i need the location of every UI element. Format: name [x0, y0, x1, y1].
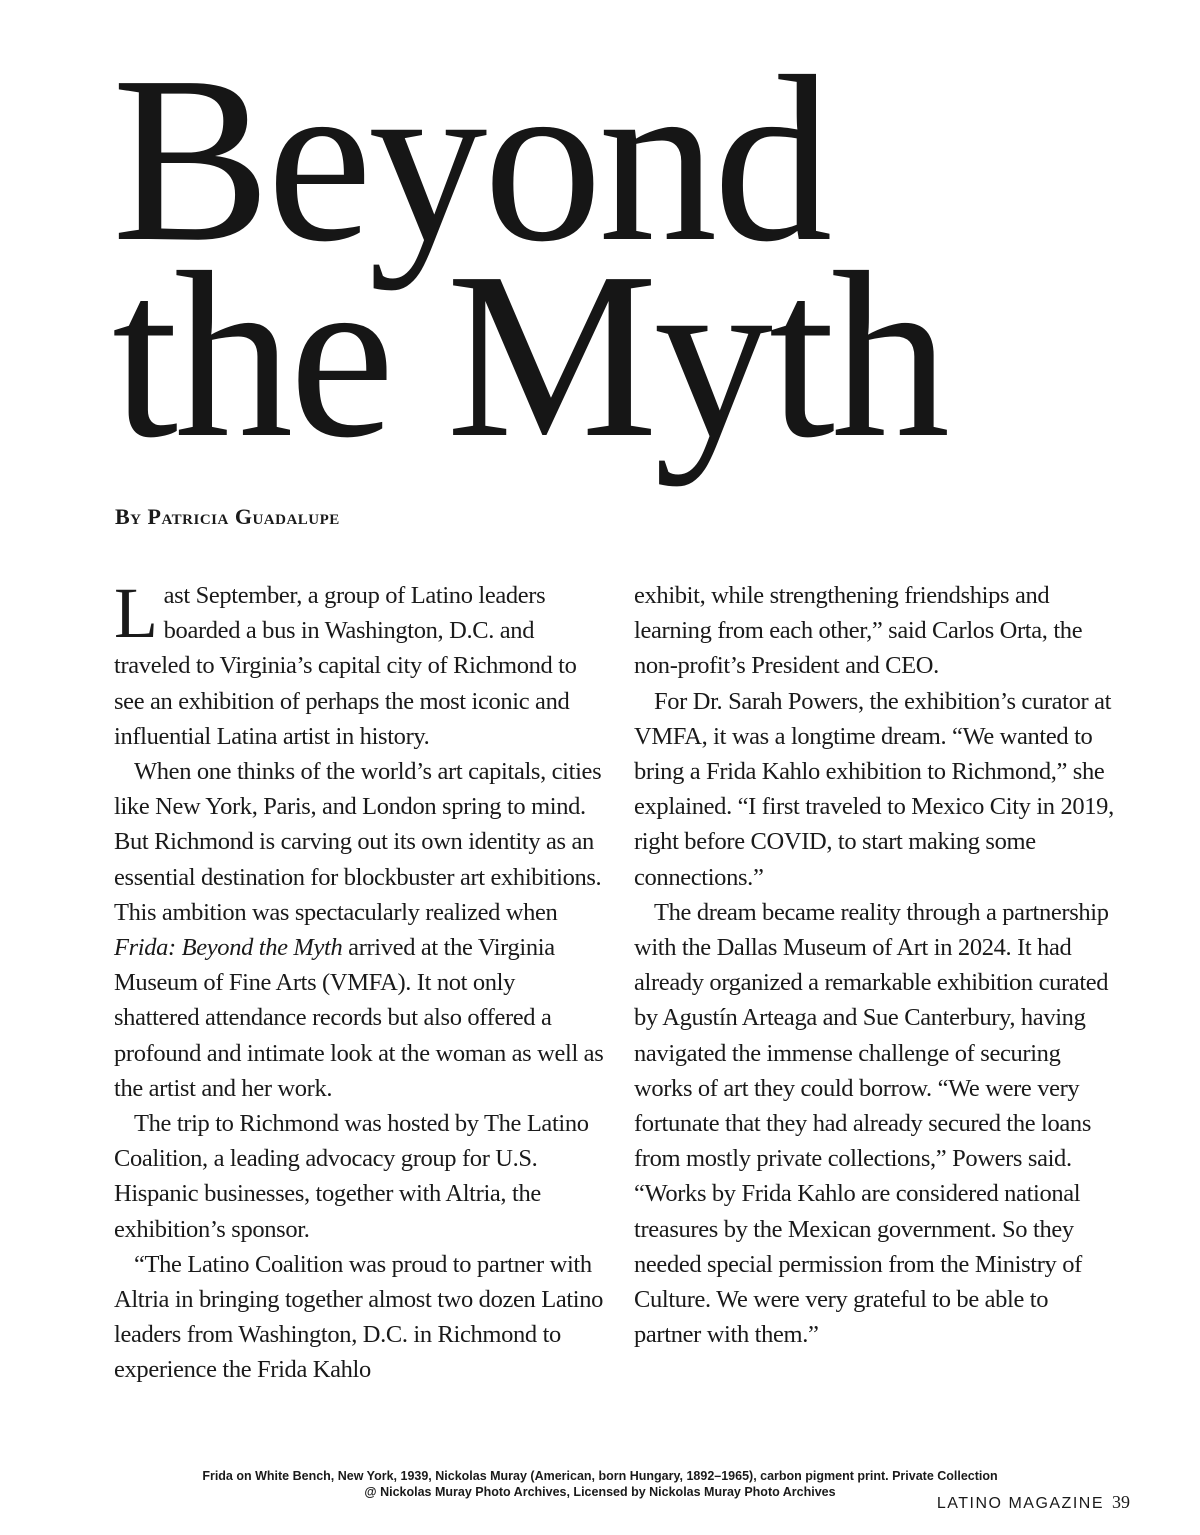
headline-line-1: Beyond	[112, 28, 829, 291]
drop-cap: L	[114, 573, 158, 653]
paragraph-6: For Dr. Sarah Powers, the exhibition’s curator at VMFA, it was a longtime dream. “We wanted to bring a Frida Kahlo exhibition to Richmond,” she explained. “I first traveled to Mexico City in 2019, right before COVID, to start making some connections.”	[634, 687, 1114, 891]
paragraph-2-text-end: arrived at the Virginia Museum of Fine Arts (VMFA). It not only shattered attendance records but also offered a profound and intimate look at the woman as well as the artist and her work.	[114, 934, 604, 1102]
caption-line-1: Frida on White Bench, New York, 1939, Nickolas Muray (American, born Hungary, 1892–1965), carbon pigment print. Private Collection	[202, 1469, 998, 1483]
headline-line-2: the Myth	[112, 224, 947, 487]
publication-name: LATINO MAGAZINE	[936, 1495, 1104, 1512]
paragraph-5: exhibit, while strengthening friendships and learning from each other,” said Carlos Orta, the non-profit’s President and CEO.	[634, 582, 1083, 680]
exhibition-title: Frida: Beyond the Myth	[114, 934, 343, 962]
caption-line-2: @ Nickolas Muray Photo Archives, Licensed by Nickolas Muray Photo Archives	[364, 1485, 836, 1499]
paragraph-3: The trip to Richmond was hosted by The Latino Coalition, a leading advocacy group for U.S. Hispanic businesses, together with Altria, the exhibition’s sponsor.	[114, 1110, 589, 1243]
paragraph-4: “The Latino Coalition was proud to partner with Altria in bringing together almost two dozen Latino leaders from Washington, D.C. in Richmond to experience the Frida Kahlo	[114, 1250, 604, 1384]
paragraph-1-text: ast September, a group of Latino leaders boarded a bus in Washington, D.C. and traveled to Virginia’s capital city of Richmond to see an exhibition of perhaps the most iconic and influential Latina artist in history.	[114, 582, 577, 750]
paragraph-7: The dream became reality through a partnership with the Dallas Museum of Art in 2024. It had already organized a remarkable exhibition curated by Agustín Arteaga and Sue Canterbury, having navigated the immense challenge of securing works of art they could borrow. “We were very fortunate that they had already secured the loans from mostly private collections,” Powers said. “Works by Frida Kahlo are considered national treasures by the Mexican government. So they needed special permission from the Ministry of Culture. We were very grateful to be able to partner with them.”	[634, 898, 1109, 1349]
paragraph-1	[114, 573, 606, 754]
paragraph-2	[114, 754, 606, 1106]
page-footer	[937, 1492, 1130, 1513]
article-column-right	[634, 578, 1120, 1352]
page-number: 39	[1112, 1492, 1130, 1512]
paragraph-2-text-start: When one thinks of the world’s art capitals, cities like New York, Paris, and London spring to mind. But Richmond is carving out its own identity as an essential destination for blockbuster art exhibitions. This ambition was spectacularly realized when	[114, 758, 602, 926]
byline: By Patricia Guadalupe	[115, 504, 340, 529]
article-column-left	[114, 573, 606, 1388]
article-headline	[112, 28, 1012, 487]
